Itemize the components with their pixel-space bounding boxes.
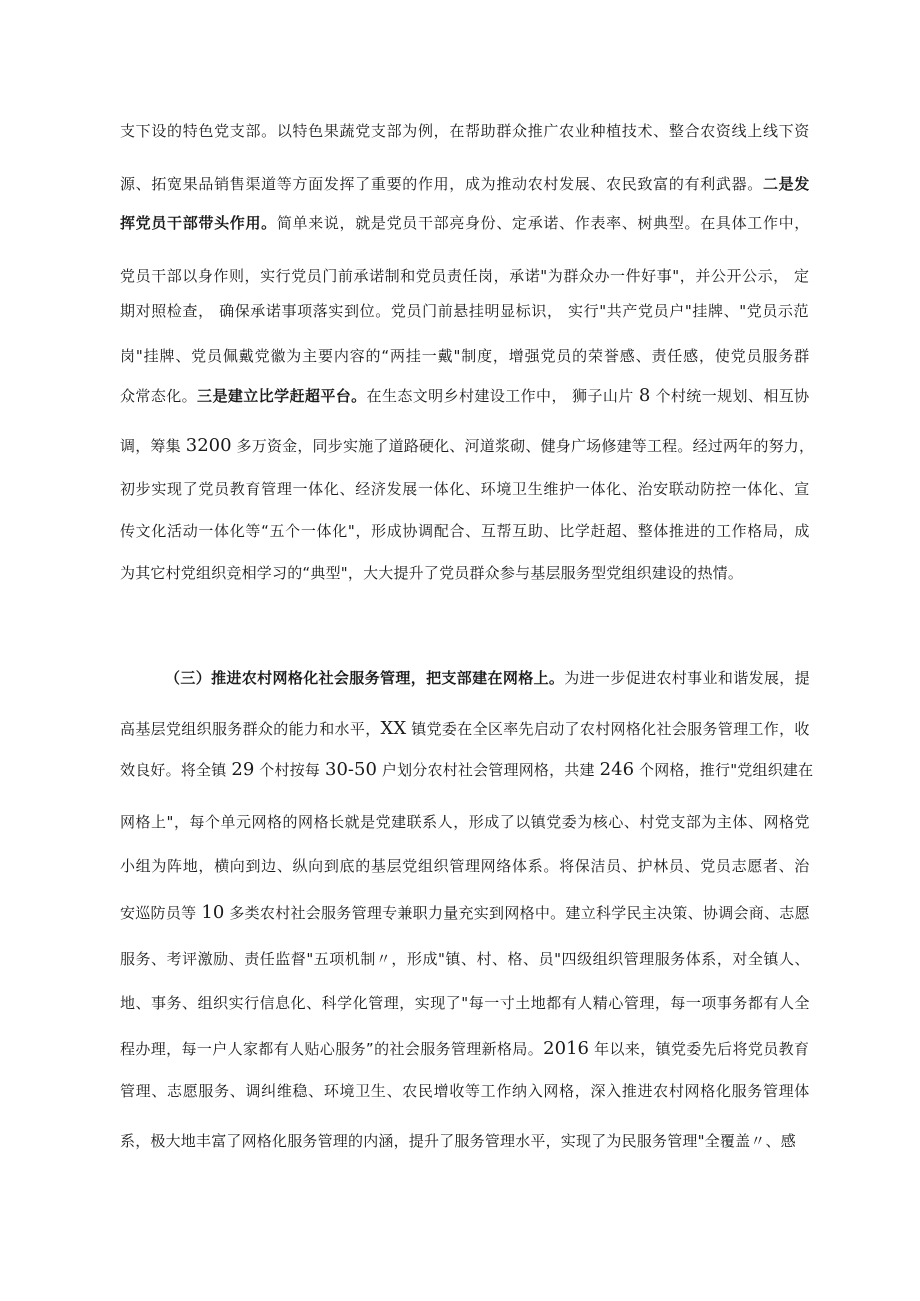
text-line — [120, 435, 814, 457]
text-line — [120, 300, 809, 322]
text-line — [120, 811, 810, 833]
text-line — [120, 265, 810, 287]
text-line — [120, 992, 810, 1014]
text-run: 岗"挂牌、党员佩戴党徽为主要内容的“两挂一戴"制度，增强党员的荣誉感、责任感，使党员服务群 — [120, 347, 810, 365]
text-line — [120, 1038, 809, 1060]
text-run: 多万资金，同步实施了道路硬化、河道浆砌、健身广场修建等工程。经过两年的努力， — [231, 437, 815, 455]
text-run: 服务、考评激励、责任监督"五项机制〃，形成"镇、村、格、员"四级组织管理服务体系，对全镇人、 — [120, 950, 810, 968]
text-line — [120, 948, 810, 970]
bold-text-run: （三）推进农村网格化社会服务管理，把支部建在网格上。 — [165, 669, 565, 687]
text-line — [120, 212, 810, 234]
text-line — [120, 562, 743, 584]
text-line — [120, 1080, 810, 1102]
text-run: 多类农村社会服务管理专兼职力量充实到网格中。建立科学民主决策、协调会商、志愿 — [224, 904, 810, 922]
bold-text-run: 挥党员干部带头作用。 — [120, 214, 277, 232]
text-line — [120, 902, 810, 924]
number-run: 3200 — [185, 435, 232, 456]
text-line — [120, 1130, 796, 1152]
bold-text-run: 三是建立比学赶超平台。 — [197, 387, 367, 405]
text-run: 户划分农村社会管理网格，共建 — [376, 761, 600, 779]
text-line — [165, 667, 810, 689]
text-run: 调，筹集 — [120, 437, 186, 455]
text-run: 安巡防员等 — [120, 904, 202, 922]
number-run: XX — [380, 718, 407, 739]
text-line — [120, 120, 810, 142]
text-run: 为进一步促进农村事业和谐发展，提 — [564, 669, 811, 687]
number-run: 10 — [201, 902, 225, 923]
text-line — [120, 759, 813, 781]
number-run: 8 — [638, 385, 651, 406]
text-run: 效良好。将全镇 — [120, 761, 232, 779]
text-line — [120, 718, 810, 740]
text-run: 众常态化。 — [120, 387, 198, 405]
text-line — [120, 173, 810, 195]
text-run: 党员干部以身作则，实行党员门前承诺制和党员责任岗，承诺"为群众办一件好事"，并公开公示， 定 — [120, 267, 810, 285]
text-run: 地、事务、组织实行信息化、科学化管理，实现了"每一寸土地都有人精心管理，每一项事务都有人全 — [120, 994, 810, 1012]
text-run: 镇党委在全区率先启动了农村网格化社会服务管理工作，收 — [406, 720, 810, 738]
text-run: 期对照检查， 确保承诺事项落实到位。党员门前悬挂明显标识， 实行"共产党员户"挂牌、"党员示范 — [120, 302, 810, 320]
text-run: 个村按每 — [254, 761, 326, 779]
text-run: 支下设的特色党支部。以特色果蔬党支部为例，在帮助群众推广农业种植技术、整合农资线上线下资 — [120, 122, 810, 140]
text-run: 源、拓宽果品销售渠道等方面发挥了重要的作用，成为推动农村发展、农民致富的有利武器。 — [120, 175, 763, 193]
number-run: 2016 — [543, 1038, 589, 1059]
text-run: 传文化活动一体化等“五个一体化"，形成协调配合、互帮互助、比学赶超、整体推进的工作格局，成 — [120, 522, 810, 540]
text-run: 小组为阵地，横向到边、纵向到底的基层党组织管理网络体系。将保洁员、护林员、党员志愿者、治 — [120, 857, 810, 875]
text-run: 在生态文明乡村建设工作中， 狮子山片 — [366, 387, 639, 405]
text-run: 系，极大地丰富了网格化服务管理的内涵，提升了服务管理水平，实现了为民服务管理"全覆盖〃、感 — [120, 1132, 796, 1150]
text-line — [120, 478, 810, 500]
text-run: 年以来，镇党委先后将党员教育 — [588, 1040, 810, 1058]
bold-text-run: 二是发 — [762, 175, 810, 193]
text-run: 个网格，推行"党组织建在 — [634, 761, 814, 779]
text-run: 网格上"，每个单元网格的网格长就是党建联系人，形成了以镇党委为核心、村党支部为主体、网格党 — [120, 813, 810, 831]
text-run: 简单来说，就是党员干部亮身份、定承诺、作表率、树典型。在具体工作中， — [276, 214, 810, 232]
number-run: 246 — [599, 759, 635, 780]
text-run: 程办理，每一户人家都有人贴心服务”的社会服务管理新格局。 — [120, 1040, 544, 1058]
text-run: 个村统一规划、相互协 — [650, 387, 810, 405]
text-run: 高基层党组织服务群众的能力和水平， — [120, 720, 381, 738]
text-run: 为其它村党组织竞相学习的“典型"，大大提升了党员群众参与基层服务型党组织建设的热情。 — [120, 564, 744, 582]
text-run: 管理、志愿服务、调纠维稳、环境卫生、农民增收等工作纳入网格，深入推进农村网格化服务管理体 — [120, 1082, 810, 1100]
text-run: 初步实现了党员教育管理一体化、经济发展一体化、环境卫生维护一体化、治安联动防控一体化、宣 — [120, 480, 810, 498]
number-run: 30-50 — [325, 759, 377, 780]
text-line — [120, 520, 810, 542]
text-line — [120, 385, 810, 407]
text-line — [120, 855, 810, 877]
text-line — [120, 345, 810, 367]
number-run: 29 — [231, 759, 255, 780]
